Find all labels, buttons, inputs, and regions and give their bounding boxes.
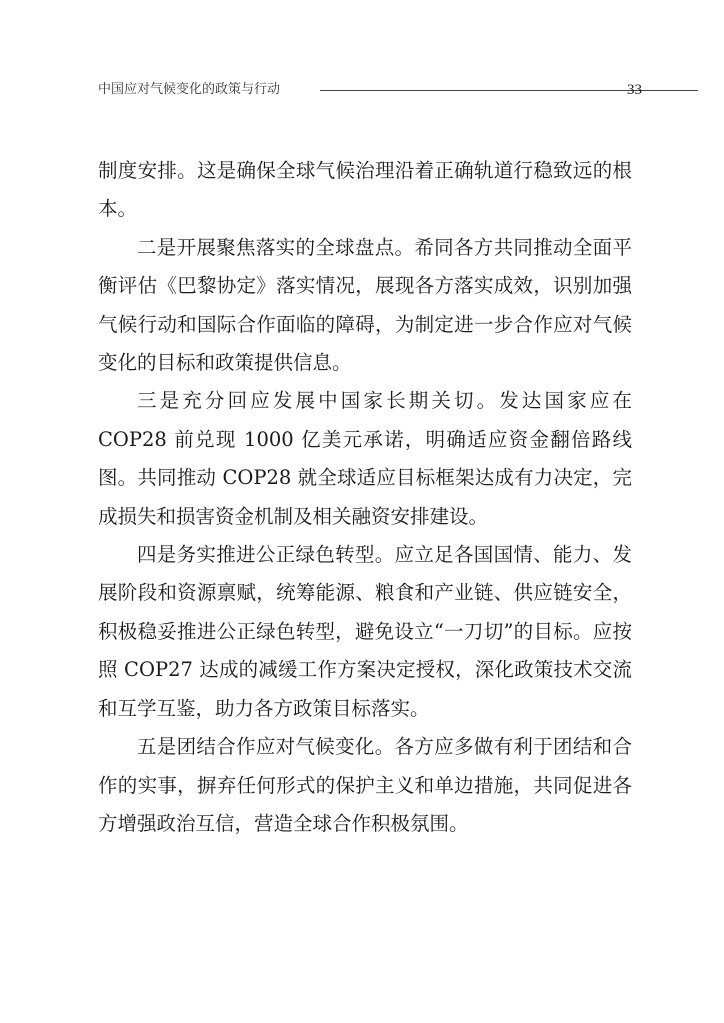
header-title: 中国应对气候变化的政策与行动 <box>98 82 281 97</box>
paragraph-green-transition: 四是务实推进公正绿色转型。应立足各国国情、能力、发展阶段和资源禀赋，统筹能源、粮食和产业链、供应链安全，积极稳妥推进公正绿色转型，避免设立“一刀切”的目标。应按照 COP27 达成的减缓工作方案决定授权，深化政策技术交流和互学互鉴，助力各方政策目标落实。 <box>98 543 632 720</box>
page-number: 33 <box>627 82 642 98</box>
running-header <box>98 80 644 100</box>
paragraph-global-stocktake: 二是开展聚焦落实的全球盘点。希同各方共同推动全面平衡评估《巴黎协定》落实情况，展现各方落实成效，识别加强气候行动和国际合作面临的障碍，为制定进一步合作应对气候变化的目标和政策提供信息。 <box>98 235 632 375</box>
paragraph-continuation: 制度安排。这是确保全球气候治理沿着正确轨道行稳致远的根本。 <box>98 159 632 221</box>
paragraph-cooperation: 五是团结合作应对气候变化。各方应多做有利于团结和合作的实事，摒弃任何形式的保护主义和单边措施，共同促进各方增强政治互信，营造全球合作积极氛围。 <box>98 735 632 835</box>
paragraph-developing-countries: 三是充分回应发展中国家长期关切。发达国家应在 COP28 前兑现 1000 亿美元承诺，明确适应资金翻倍路线图。共同推动 COP28 就全球适应目标框架达成有力决定，完成损失和损害资金机制及相关融资安排建设。 <box>98 389 632 528</box>
body-text <box>98 152 632 843</box>
